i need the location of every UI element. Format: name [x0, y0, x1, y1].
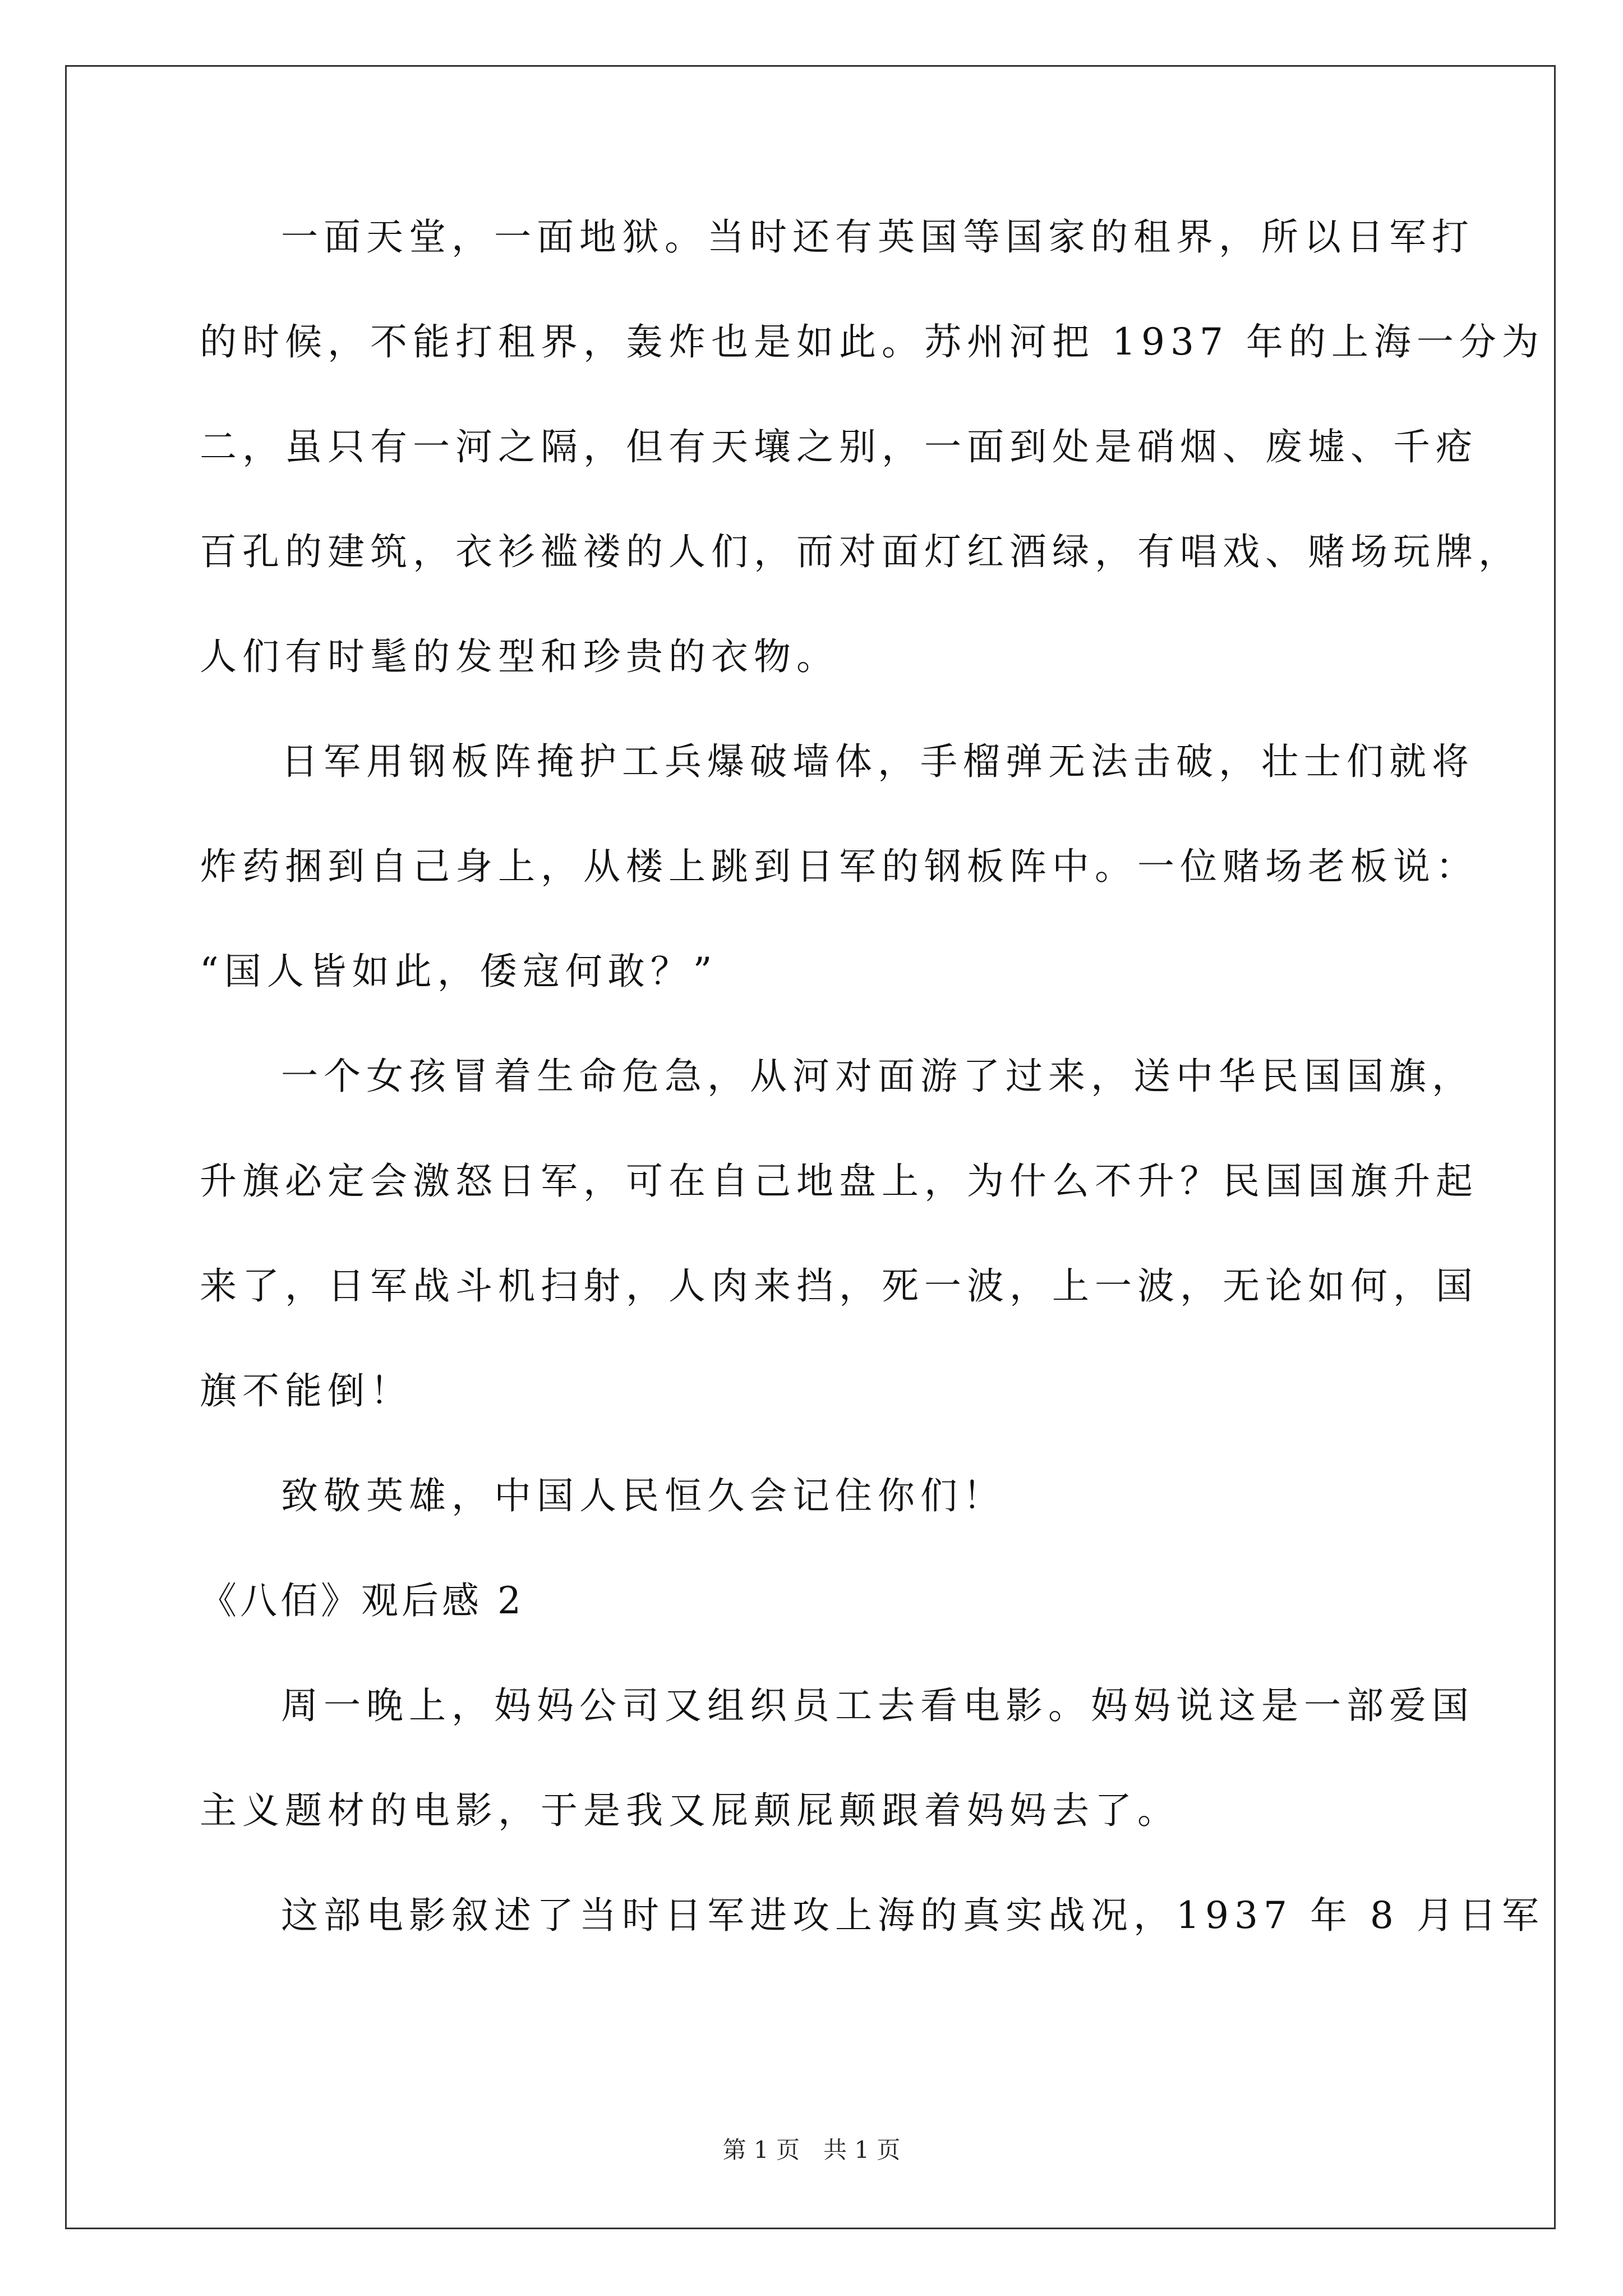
paragraph-5-line-2: 主义题材的电影，于是我又屁颠屁颠跟着妈妈去了。 [200, 1789, 1180, 1832]
paragraph-3-line-2: 升旗必定会激怒日军，可在自己地盘上，为什么不升？民国国旗升起 [200, 1159, 1478, 1203]
paragraph-2-line-1: 日军用钢板阵掩护工兵爆破墙体，手榴弹无法击破，壮士们就将 [281, 740, 1474, 783]
paragraph-1-line-3: 二，虽只有一河之隔，但有天壤之别，一面到处是硝烟、废墟、千疮 [200, 425, 1478, 468]
paragraph-3-line-1: 一个女孩冒着生命危急，从河对面游了过来，送中华民国国旗， [281, 1055, 1474, 1098]
document-body [200, 215, 1544, 2002]
paragraph-6-line-1: 这部电影叙述了当时日军进攻上海的真实战况，1937 年 8 月日军 [281, 1894, 1544, 1937]
paragraph-5-line-1: 周一晚上，妈妈公司又组织员工去看电影。妈妈说这是一部爱国 [281, 1684, 1474, 1727]
paragraph-1-line-4: 百孔的建筑，衣衫褴褛的人们，而对面灯红酒绿，有唱戏、赌场玩牌， [200, 530, 1521, 573]
paragraph-2-line-3: “国人皆如此，倭寇何敢？” [200, 950, 718, 993]
paragraph-1-line-2: 的时候，不能打租界，轰炸也是如此。苏州河把 1937 年的上海一分为 [200, 320, 1544, 364]
paragraph-2-line-2: 炸药捆到自己身上，从楼上跳到日军的钢板阵中。一位赌场老板说： [200, 845, 1478, 888]
paragraph-1-line-5: 人们有时髦的发型和珍贵的衣物。 [200, 635, 839, 678]
paragraph-4-line-1: 致敬英雄，中国人民恒久会记住你们！ [281, 1474, 1006, 1517]
paragraph-1-line-1: 一面天堂，一面地狱。当时还有英国等国家的租界，所以日军打 [281, 215, 1474, 259]
paragraph-3-line-4: 旗不能倒！ [200, 1369, 413, 1412]
section-heading: 《八佰》观后感 2 [200, 1579, 524, 1622]
page-footer: 第 1 页 共 1 页 [722, 2136, 901, 2164]
paragraph-3-line-3: 来了，日军战斗机扫射，人肉来挡，死一波，上一波，无论如何，国 [200, 1264, 1478, 1308]
